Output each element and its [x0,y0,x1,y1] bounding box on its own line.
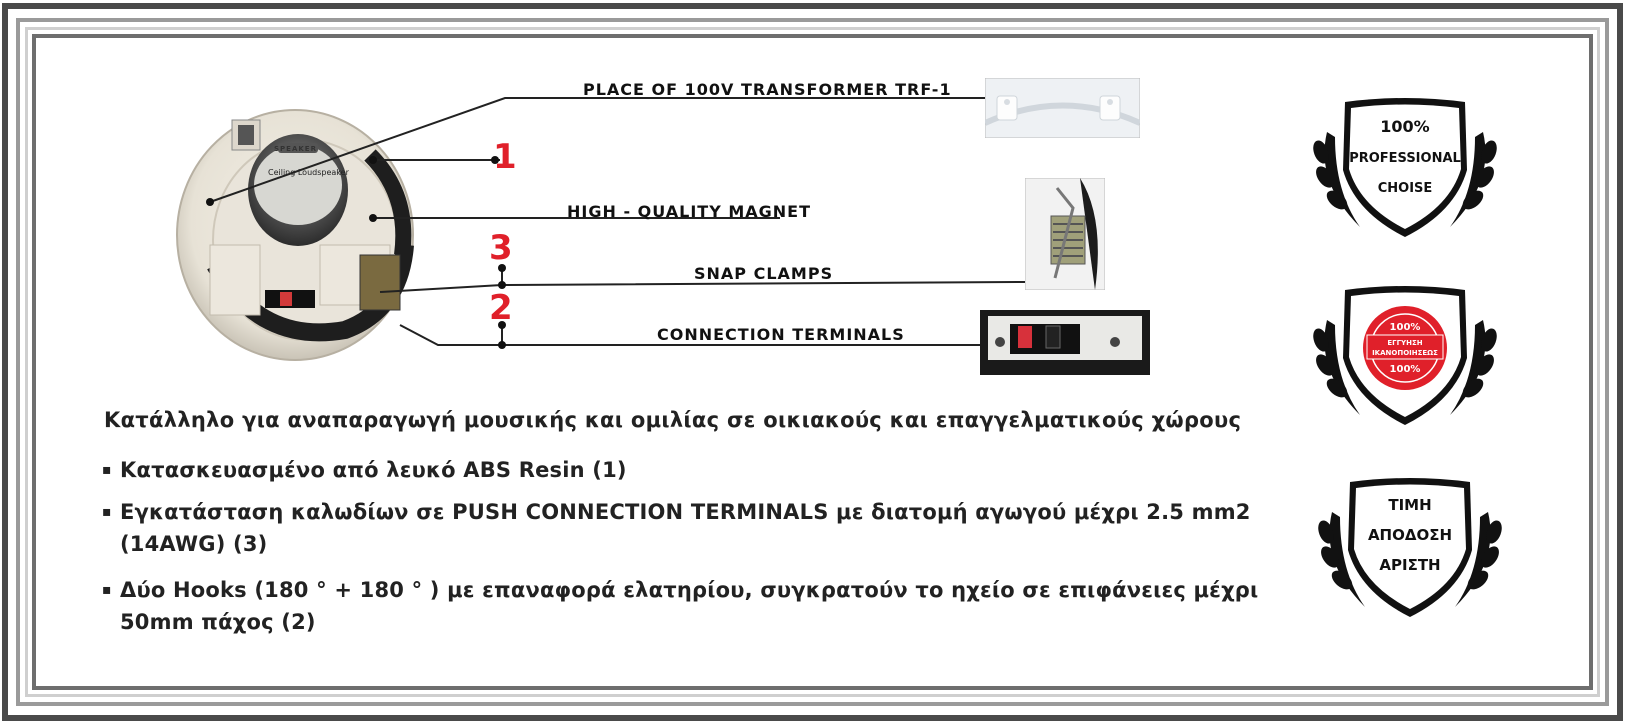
description-headline: Κατάλληλο για αναπαραγωγή μουσικής και ομιλίας σε οικιακούς και επαγγελματικούς χώρους [104,408,1242,432]
bullet-marker: ▪ [102,582,112,598]
value-performance-badge [1310,472,1510,622]
bullet-text: Κατασκευασμένο από λευκό ABS Resin (1) [120,458,627,482]
value-badge-line2: ΑΠΟΔΟΣΗ [1367,526,1453,544]
bullet-item [102,496,1280,560]
speaker-model-label: Ceiling Loudspeaker [268,168,349,177]
magnet-callout-label: HIGH - QUALITY MAGNET [567,202,812,221]
satisfaction-guarantee-badge [1305,280,1505,430]
terminals-callout-label: CONNECTION TERMINALS [657,325,905,344]
callout-number-1: 1 [493,137,517,177]
bullet-item [102,574,1280,638]
guarantee-badge-line2: ΕΓΓΥΗΣΗ [1387,339,1423,347]
value-badge-line3: ΑΡΙΣΤΗ [1379,556,1441,574]
transformer-callout-label: PLACE OF 100V TRANSFORMER TRF-1 [583,80,952,99]
guarantee-badge-line3: ΙΚΑΝΟΠΟΙΗΣΕΩΣ [1372,349,1438,357]
snap-clamp-photo [1025,178,1105,290]
professional-badge-line3: CHOISE [1377,181,1433,196]
professional-badge-line1: 100% [1380,117,1430,136]
guarantee-badge-line4: 100% [1389,364,1421,375]
connection-terminals-photo [980,310,1150,375]
bullet-item [102,454,1280,486]
callout-number-2: 2 [489,288,513,328]
bullet-marker: ▪ [102,462,112,478]
bullet-text: Δύο Hooks (180 ° + 180 ° ) με επαναφορά ελατηρίου, συγκρατούν το ηχείο σε επιφάνειες μέχρι 50mm πάχος (2) [120,578,1259,634]
bullet-text: Εγκατάσταση καλωδίων σε PUSH CONNECTION TERMINALS με διατομή αγωγού μέχρι 2.5 mm2 (14AWG) (3) [120,500,1251,556]
professional-badge-line2: PROFESSIONAL [1349,151,1461,166]
transformer-place-photo [985,78,1140,138]
guarantee-badge-line1: 100% [1389,322,1421,333]
clamps-callout-label: SNAP CLAMPS [694,264,834,283]
professional-choise-badge [1305,92,1505,242]
callout-number-3: 3 [489,228,513,268]
bullet-marker: ▪ [102,504,112,520]
value-badge-line1: ΤΙΜΗ [1388,496,1432,514]
speaker-brand-label: SPEAKER [274,145,317,153]
